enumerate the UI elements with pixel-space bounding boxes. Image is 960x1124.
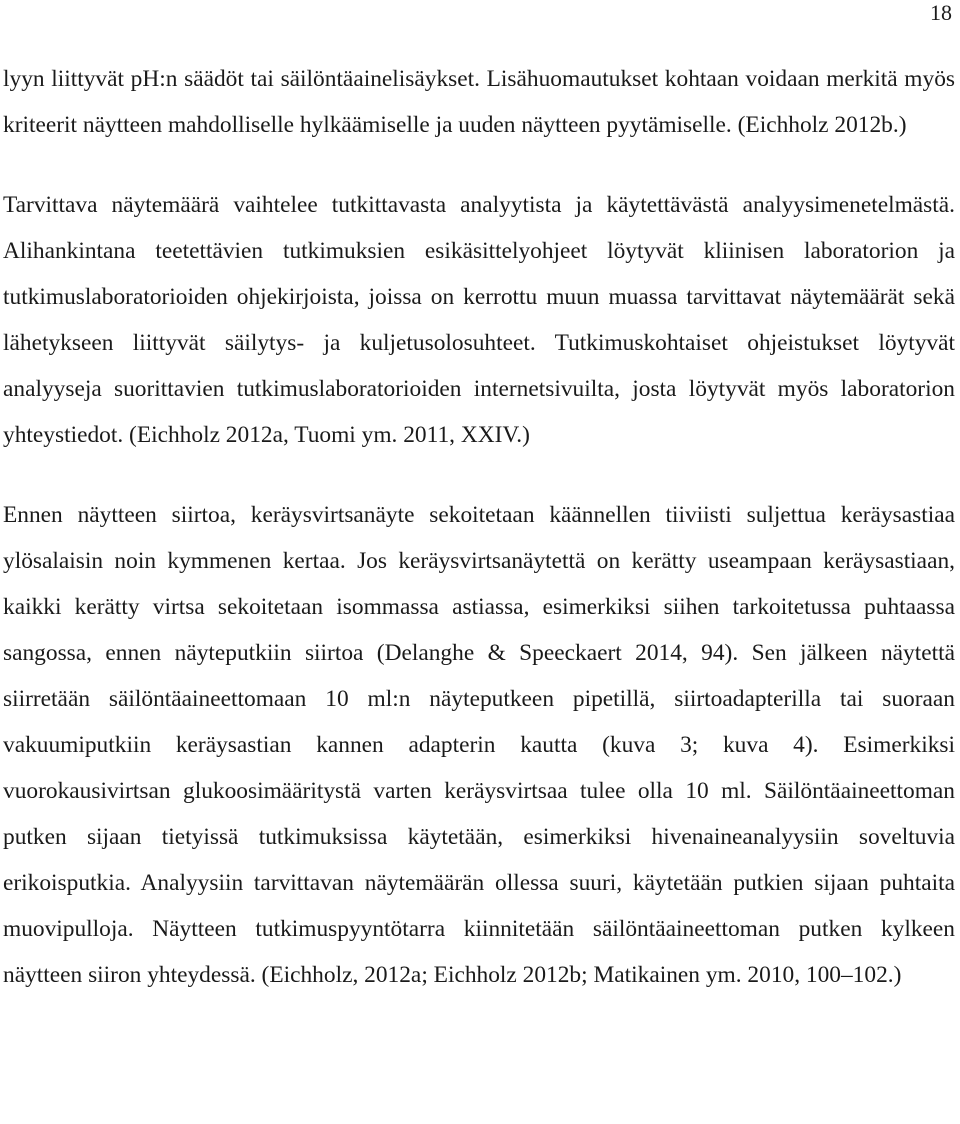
paragraph-sample-transfer: Ennen näytteen siirtoa, keräysvirtsanäyte sekoitetaan käännellen tiiviisti suljettua keräysastiaa ylösalaisin noin kymmenen kertaa. Jos keräysvirtsanäytettä on kerätty useampaan keräysastiaan, kaikki kerätty virtsa sekoitetaan isommassa astiassa, esimerkiksi siihen tarkoitetussa puhtaassa sangossa, ennen näyteputkiin siirtoa (Delanghe & Speeckaert 2014, 94). Sen jälkeen näytettä siirretään säilöntäaineettomaan 10 ml:n näyteputkeen pipetillä, siirtoadapterilla tai suoraan vakuumiputkiin keräysastian kannen adapterin kautta (kuva 3; kuva 4). Esimerkiksi vuorokausivirtsan glukoosimääritystä varten keräysvirtsaa tulee olla 10 ml. Säilöntäaineettoman putken sijaan tietyissä tutkimuksissa käytetään, esimerkiksi hivenaineanalyysiin soveltuvia erikoisputkia. Analyysiin tarvittavan näytemäärän ollessa suuri, käytetään putkien sijaan puhtaita muovipulloja. Näytteen tutkimuspyyntötarra kiinnitetään säilöntäaineettoman putken kylkeen näytteen siiron yhteydessä. (Eichholz, 2012a; Eichholz 2012b; Matikainen ym. 2010, 100–102.): [3, 502, 955, 988]
page-number: 18: [930, 0, 952, 25]
paragraph-sample-additions: lyyn liittyvät pH:n säädöt tai säilöntäainelisäykset. Lisähuomautukset kohtaan voidaan merkitä myös kriteerit näytteen mahdolliselle hylkäämiselle ja uuden näytteen pyytämiselle. (Eichholz 2012b.): [3, 66, 955, 138]
paragraph-sample-volume: Tarvittava näytemäärä vaihtelee tutkittavasta analyytista ja käytettävästä analyysimenetelmästä. Alihankintana teetettävien tutkimuksien esikäsittelyohjeet löytyvät kliinisen laboratorion ja tutkimuslaboratorioiden ohjekirjoista, joissa on kerrottu muun muassa tarvittavat näytemäärät sekä lähetykseen liittyvät säilytys- ja kuljetusolosuhteet. Tutkimuskohtaiset ohjeistukset löytyvät analyyseja suorittavien tutkimuslaboratorioiden internetsivuilta, josta löytyvät myös laboratorion yhteystiedot. (Eichholz 2012a, Tuomi ym. 2011, XXIV.): [3, 192, 955, 448]
document-body: [3, 56, 955, 998]
